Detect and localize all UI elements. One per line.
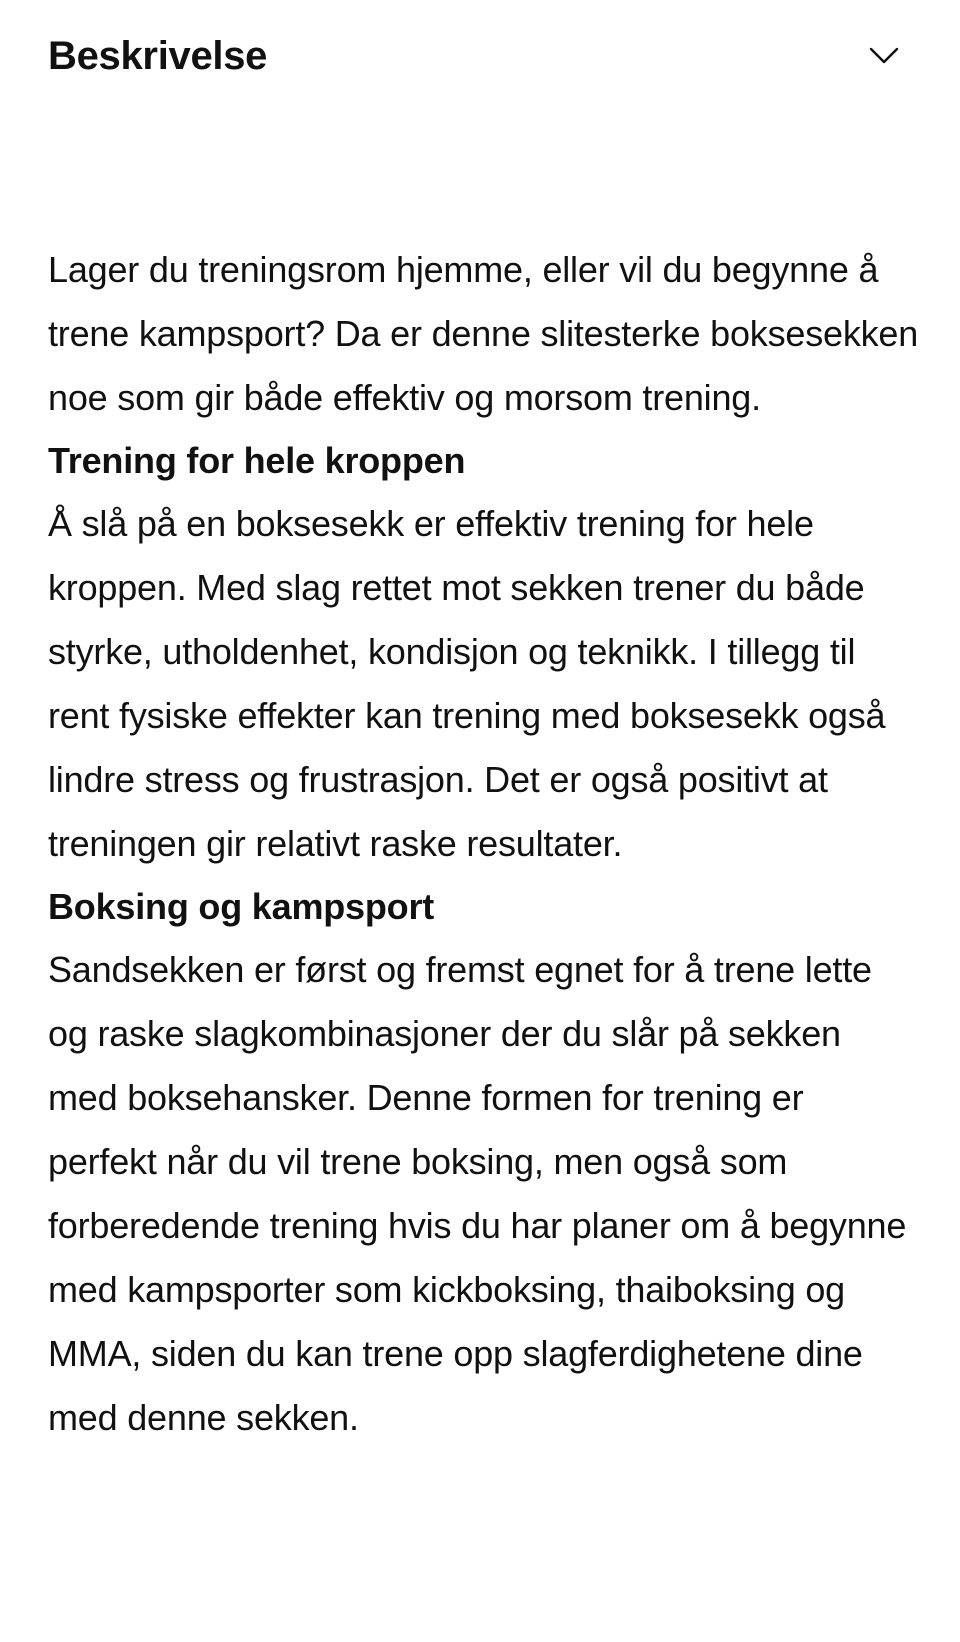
chevron-down-icon[interactable] bbox=[866, 38, 902, 74]
description-content bbox=[48, 238, 920, 1450]
section-body-full-body: Å slå på en boksesekk er effektiv trening for hele kroppen. Med slag rettet mot sekken trener du både styrke, utholdenhet, kondisjon og teknikk. I tillegg til rent fysiske effekter kan trening med boksesekk også lindre stress og frustrasjon. Det er også positivt at treningen gir relativt raske resultater. bbox=[48, 503, 886, 864]
accordion-title[interactable]: Beskrivelse bbox=[48, 33, 268, 78]
intro-paragraph: Lager du treningsrom hjemme, eller vil du begynne å trene kampsport? Da er denne slitesterke boksesekken noe som gir både effektiv og morsom trening. bbox=[48, 249, 919, 418]
section-heading-full-body: Trening for hele kroppen bbox=[48, 440, 466, 481]
section-heading-boxing: Boksing og kampsport bbox=[48, 886, 435, 927]
section-body-boxing: Sandsekken er først og fremst egnet for å trene lette og raske slagkombinasjoner der du slår på sekken med boksehansker. Denne formen for trening er perfekt når du vil trene boksing, men også som forberedende trening hvis du har planer om å begynne med kampsporter som kickboksing, thaiboksing og MMA, siden du kan trene opp slagferdighetene dine med denne sekken. bbox=[48, 949, 907, 1438]
accordion-header[interactable] bbox=[48, 26, 912, 86]
